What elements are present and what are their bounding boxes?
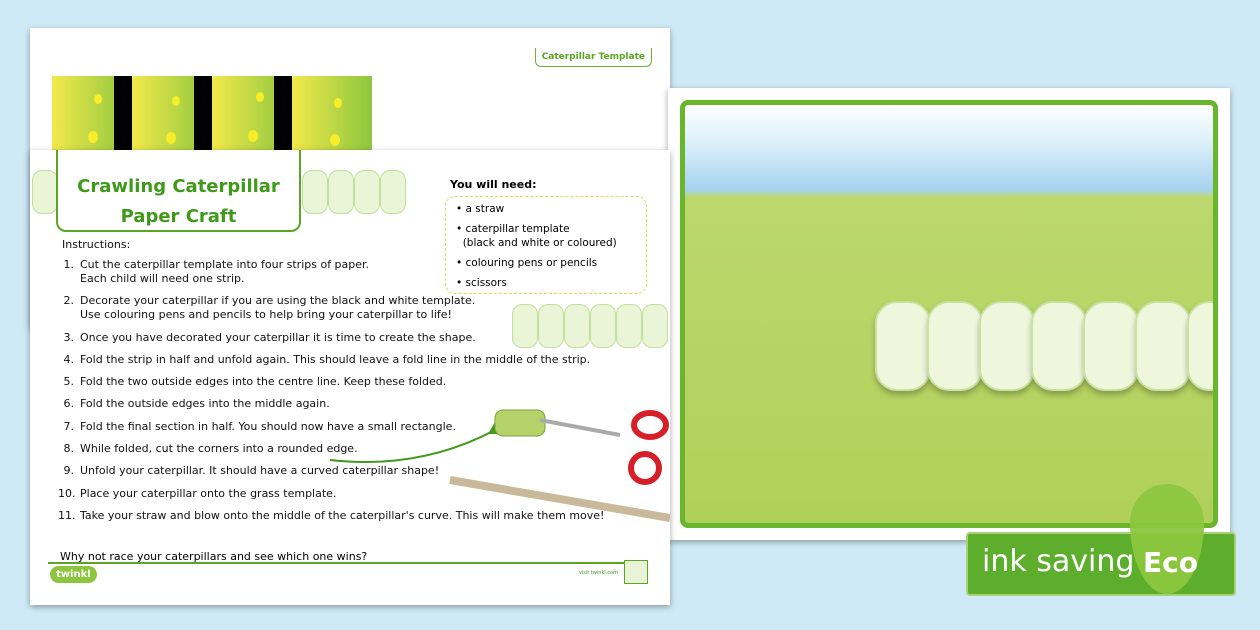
caterpillar-segment: [927, 301, 983, 391]
caterpillar-segment: [1135, 301, 1191, 391]
grass-template-page: [668, 88, 1230, 540]
material-item: • colouring pens or pencils: [456, 256, 636, 270]
caterpillar-segment: [1083, 301, 1139, 391]
caterpillar-segment: [32, 170, 58, 214]
strip-divider: [114, 76, 132, 156]
caterpillar-segment: [590, 304, 616, 348]
instruction-step: 3. Once you have decorated your caterpillar it is time to create the shape.: [63, 330, 476, 344]
instruction-step: 10. Place your caterpillar onto the grass template.: [58, 486, 337, 500]
caterpillar-segment: [875, 301, 931, 391]
material-item: • caterpillar template (black and white or coloured): [456, 222, 636, 250]
visit-link[interactable]: visit twinkl.com: [578, 570, 618, 576]
instruction-step: 1. Cut the caterpillar template into four strips of paper. Each child will need one strip.: [63, 258, 370, 285]
caterpillar-segment: [538, 304, 564, 348]
instructions-page: [30, 150, 670, 605]
strip-divider: [274, 76, 292, 156]
instruction-step: 6. Fold the outside edges into the middle again.: [63, 397, 330, 411]
closing-text: Why not race your caterpillars and see which one wins?: [60, 550, 368, 563]
caterpillar-segment: [328, 170, 354, 214]
eco-label: Eco: [1143, 546, 1198, 579]
material-item: • scissors: [456, 276, 636, 290]
grass-field: [680, 100, 1218, 528]
caterpillar-strip: [292, 76, 372, 156]
instruction-step: 4. Fold the strip in half and unfold again. This should leave a fold line in the middle of the strip.: [63, 352, 591, 366]
instruction-step: 5. Fold the two outside edges into the centre line. Keep these folded.: [63, 375, 447, 389]
caterpillar-segment: [1031, 301, 1087, 391]
material-item: • a straw: [456, 202, 636, 216]
caterpillar-head: [380, 170, 406, 214]
footer-divider: [48, 562, 648, 564]
scissors-straw-illustration: [320, 400, 670, 530]
instruction-step: 8. While folded, cut the corners into a rounded edge.: [63, 442, 358, 456]
caterpillar-segment: [642, 304, 668, 348]
caterpillar-segment: [616, 304, 642, 348]
caterpillar-segment: [302, 170, 328, 214]
caterpillar-segment: [1187, 301, 1218, 391]
caterpillar-segment: [979, 301, 1035, 391]
instruction-step: 9. Unfold your caterpillar. It should have a curved caterpillar shape!: [63, 464, 440, 478]
ink-saving-eco-badge: [966, 532, 1236, 596]
twinkl-logo: twinkl: [50, 566, 97, 583]
instruction-step: 11. Take your straw and blow onto the middle of the caterpillar's curve. This will make them move!: [58, 508, 605, 522]
ink-saving-label: ink saving: [982, 544, 1135, 579]
page-title: Crawling Caterpillar Paper Craft: [56, 150, 301, 232]
caterpillar-head: [512, 304, 538, 348]
instruction-step: 7. Fold the final section in half. You should now have a small rectangle.: [63, 419, 456, 433]
caterpillar-head: [354, 170, 380, 214]
quality-badge: [624, 560, 648, 584]
materials-list: [445, 196, 647, 294]
instruction-step: 2. Decorate your caterpillar if you are using the black and white template. Use colouring pens and pencils to help bring your caterpillar to life!: [63, 294, 476, 322]
strip-divider: [194, 76, 212, 156]
template-tag: Caterpillar Template: [535, 48, 652, 67]
you-will-need-heading: You will need:: [450, 178, 537, 191]
instructions-heading: Instructions:: [62, 238, 131, 251]
caterpillar-segment: [564, 304, 590, 348]
